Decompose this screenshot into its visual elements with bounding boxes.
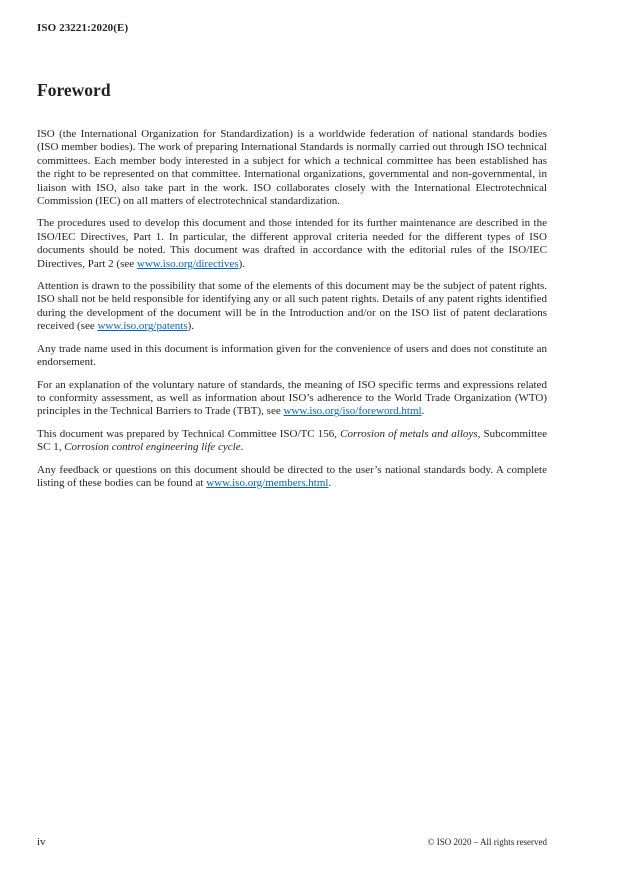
hyperlink[interactable]: www.iso.org/members.html [206,476,329,489]
text-run: . [240,441,244,454]
text-run: ISO (the International Organization for Standardization) is a worldwide federation of national standards bodies (ISO member bodies). The work of preparing International Standards is normally carried out through ISO technical committees. Each member body interested in a subject for which a technical committee has been established has the right to be represented on that committee. International organizations, governmental and non-governmental, in liaison with ISO, also take part in the work. ISO collaborates closely with the International Electrotechnical Commission (IEC) on all matters of electrotechnical standardization. [37,128,547,208]
text-run: This document was prepared by Technical Committee ISO/TC 156, [37,427,341,440]
hyperlink[interactable]: www.iso.org/patents [97,320,188,333]
text-run: ). [187,320,195,333]
page-number: iv [37,836,46,848]
paragraph-6 [37,428,547,455]
text-run: . [421,405,425,418]
page-footer [37,836,547,848]
paragraph-3 [37,280,547,334]
italic-text: Corrosion of metals and alloys [340,427,478,440]
paragraph-4 [37,343,547,370]
paragraph-1 [37,128,547,208]
copyright-notice: © ISO 2020 – All rights reserved [427,837,547,847]
text-run: , Subcommittee SC 1, [37,427,547,454]
hyperlink[interactable]: www.iso.org/directives [136,257,239,270]
paragraph-2 [37,217,547,271]
foreword-section [37,80,547,499]
italic-text: Corrosion control engineering life cycle [64,441,241,454]
paragraph-5 [37,379,547,419]
text-run: Attention is drawn to the possibility that some of the elements of this document may be the subject of patent rights. ISO shall not be held responsible for identifying any or all such patent rights. Details of any patent rights identified during the development of the document will be in the Introduction and/or on the ISO list of patent declarations received (see [37,280,547,333]
text-run: Any trade name used in this document is information given for the convenience of users and does not constitute an endorsement. [37,342,547,369]
hyperlink[interactable]: www.iso.org/iso/foreword.html [283,405,422,418]
text-run: . [328,476,332,489]
section-title: Foreword [37,80,111,100]
text-run: Any feedback or questions on this document should be directed to the user’s national standards body. A complete listing of these bodies can be found at [37,463,547,489]
text-run: ). [238,257,246,270]
text-run: For an explanation of the voluntary nature of standards, the meaning of ISO specific terms and expressions related to conformity assessment, as well as information about ISO’s adherence to the World Trade Organization (WTO) principles in the Technical Barriers to Trade (TBT), see [37,378,547,418]
paragraph-7 [37,464,547,491]
doc-reference: ISO 23221:2020(E) [37,22,129,34]
text-run: The procedures used to develop this document and those intended for its further maintenance are described in the ISO/IEC Directives, Part 1. In particular, the different approval criteria needed for the different types of ISO documents should be noted. This document was drafted in accordance with the editorial rules of the ISO/IEC Directives, Part 2 (see [37,217,547,270]
